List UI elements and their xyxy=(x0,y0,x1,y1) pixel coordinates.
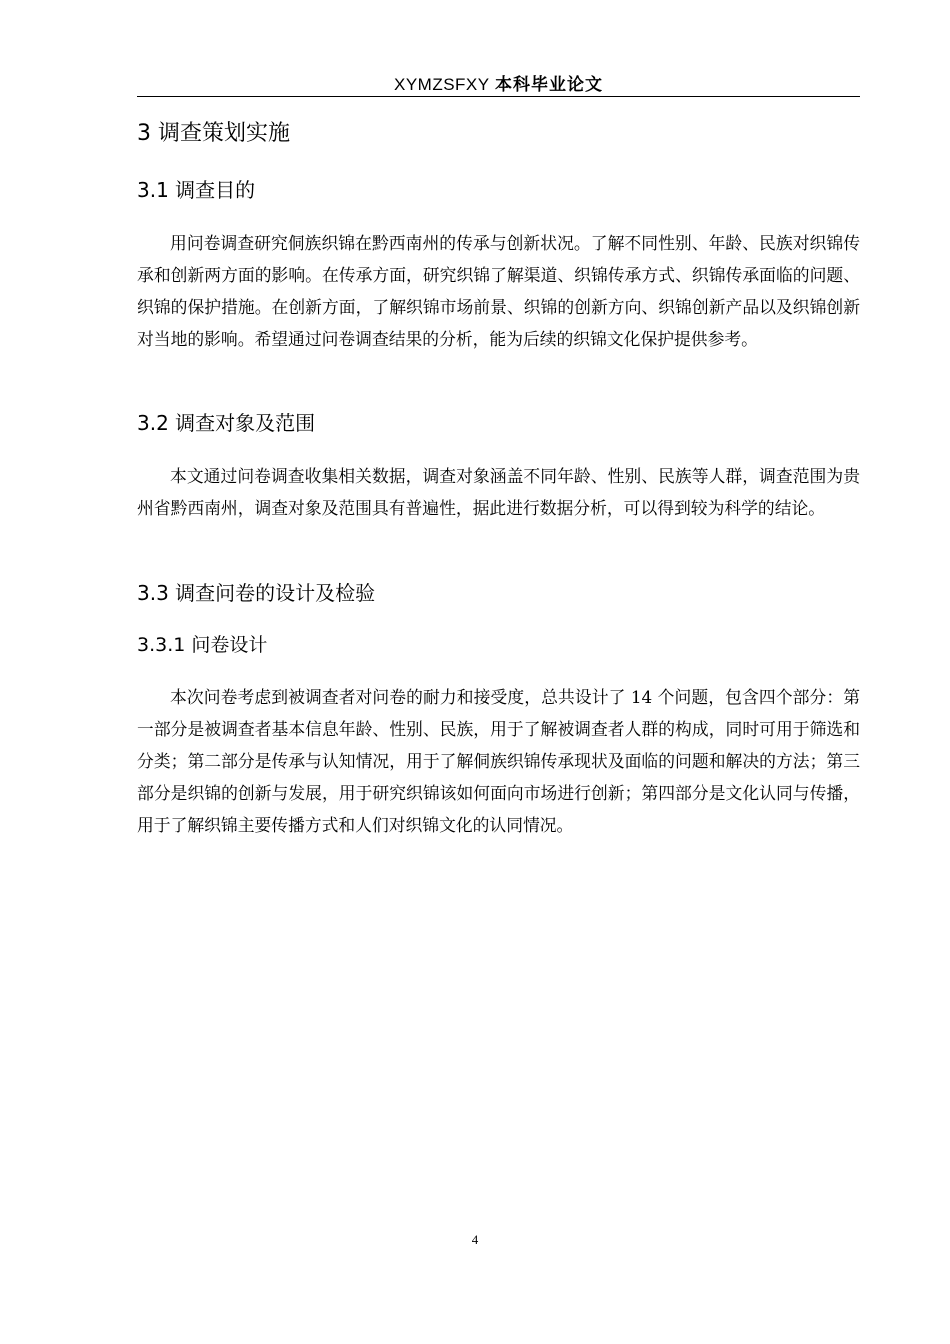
section-3-2-heading: 3.2 调查对象及范围 xyxy=(137,411,316,435)
header-divider xyxy=(137,96,860,97)
section-3-heading: 3 调查策划实施 xyxy=(137,121,290,146)
section-3-3-heading: 3.3 调查问卷的设计及检验 xyxy=(137,581,376,605)
section-3-1-paragraph: 用问卷调查研究侗族织锦在黔西南州的传承与创新状况。了解不同性别、年龄、民族对织锦传承和创新两方面的影响。在传承方面，研究织锦了解渠道、织锦传承方式、织锦传承面临的问题、织锦的保护措施。在创新方面，了解织锦市场前景、织锦的创新方向、织锦创新产品以及织锦创新对当地的影响。希望通过问卷调查结果的分析，能为后续的织锦文化保护提供参考。 xyxy=(137,233,860,349)
section-3-1-heading: 3.1 调查目的 xyxy=(137,178,256,202)
section-3-2-paragraph: 本文通过问卷调查收集相关数据，调查对象涵盖不同年龄、性别、民族等人群，调查范围为贵州省黔西南州，调查对象及范围具有普遍性，据此进行数据分析，可以得到较为科学的结论。 xyxy=(137,466,860,518)
page-header xyxy=(137,74,860,96)
section-3-3-1-paragraph: 本次问卷考虑到被调查者对问卷的耐力和接受度，总共设计了 14 个问题，包含四个部分：第一部分是被调查者基本信息年龄、性别、民族，用于了解被调查者人群的构成，同时可用于筛选和分类；第二部分是传承与认知情况，用于了解侗族织锦传承现状及面临的问题和解决的方法；第三部分是织锦的创新与发展，用于研究织锦该如何面向市场进行创新；第四部分是文化认同与传播，用于了解织锦主要传播方式和人们对织锦文化的认同情况。 xyxy=(137,687,860,835)
page-number: 4 xyxy=(471,1232,479,1247)
section-3-3-1-heading: 3.3.1 问卷设计 xyxy=(137,634,268,656)
header-school-code: XYMZSFXY xyxy=(393,75,490,94)
header-thesis-label: 本科毕业论文 xyxy=(495,75,604,95)
